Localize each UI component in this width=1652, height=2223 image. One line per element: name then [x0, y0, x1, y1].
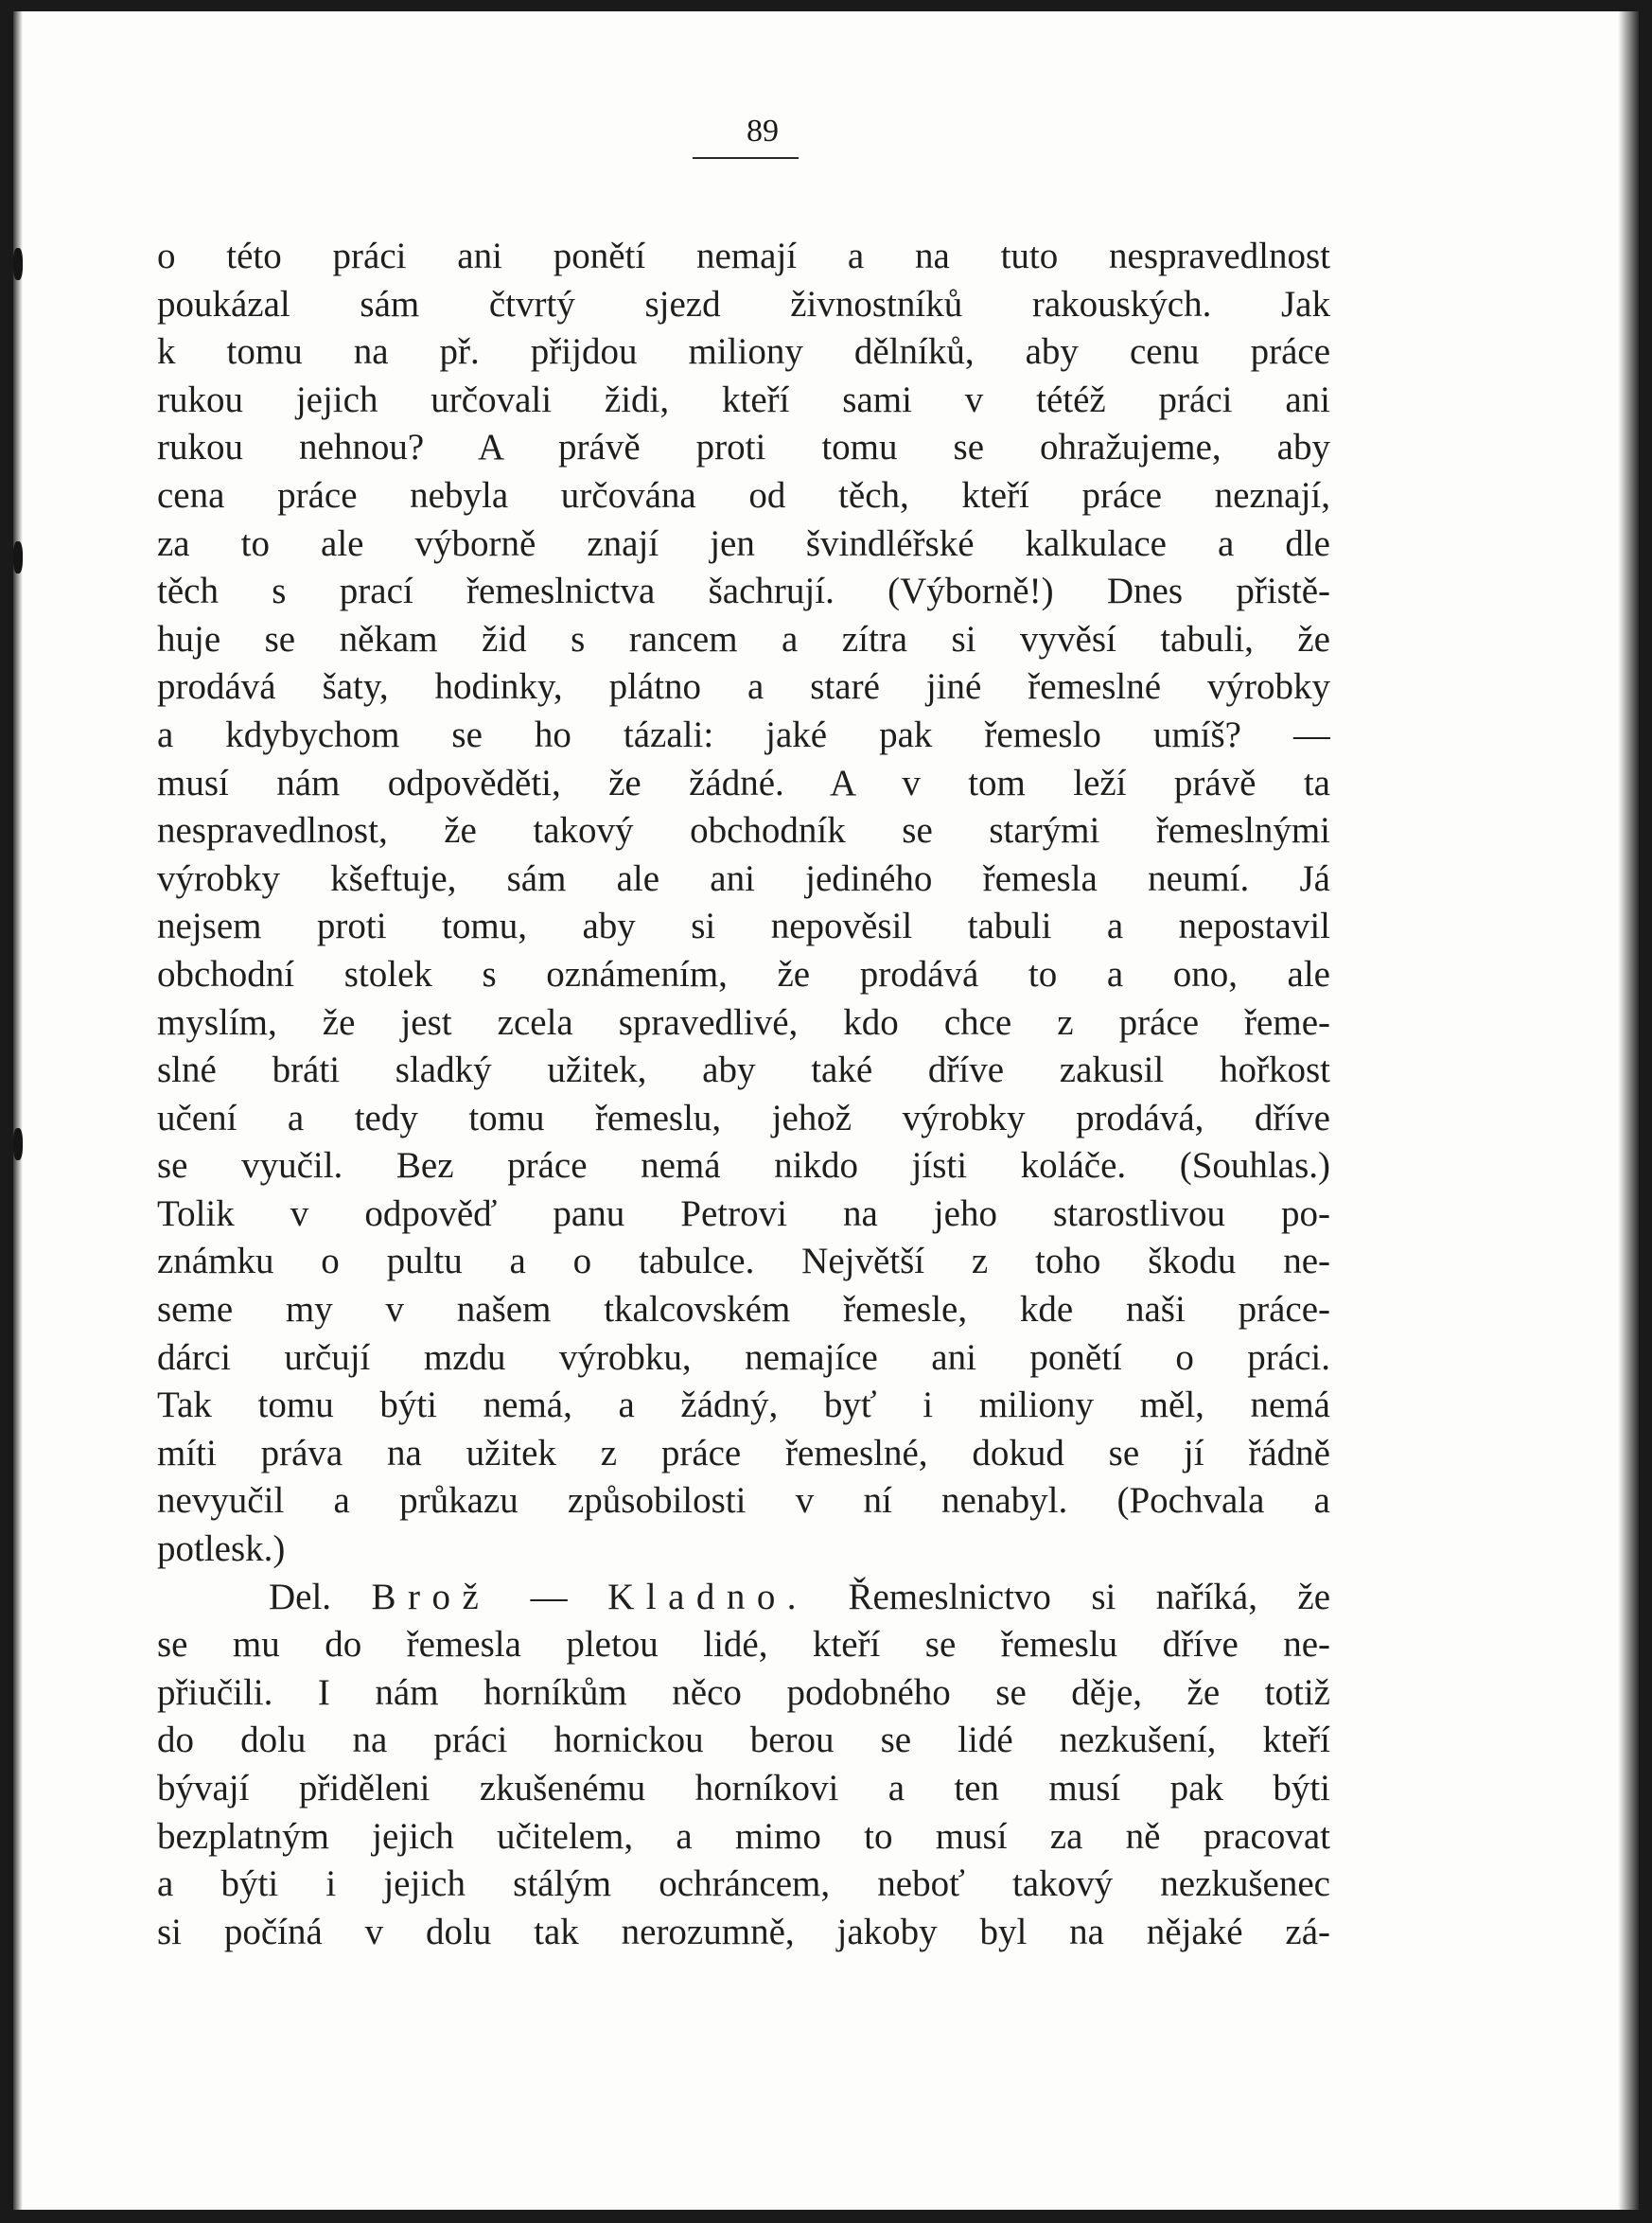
- text-line: potlesk.): [157, 1528, 286, 1570]
- text-line: bývají přiděleni zkušenému horníkovi a ten musí pak býti: [157, 1768, 1330, 1808]
- paragraph-speech: [157, 1574, 1330, 1957]
- text-line: nevyučil a průkazu způsobilosti v ní nenabyl. (Pochvala a: [157, 1480, 1330, 1522]
- text-line: se vyučil. Bez práce nemá nikdo jísti koláče. (Souhlas.): [157, 1145, 1330, 1187]
- page-number: 89: [747, 114, 779, 149]
- paragraph-continued: [157, 233, 1330, 1574]
- text-line: známku o pultu a o tabulce. Největší z toho škodu ne-: [157, 1241, 1330, 1282]
- speaker-dash: —: [530, 1576, 568, 1617]
- text-line: slné bráti sladký užitek, aby také dříve zakusil hořkost: [157, 1050, 1330, 1091]
- text-line: huje se někam žid s rancem a zítra si vyvěsí tabuli, že: [157, 618, 1330, 660]
- text-line: musí nám odpověděti, že žádné. A v tom leží právě ta: [157, 762, 1330, 803]
- text-line: prodává šaty, hodinky, plátno a staré jiné řemeslné výrobky: [157, 666, 1330, 708]
- text-line: rukou nehnou? A právě proti tomu se ohražujeme, aby: [157, 427, 1330, 468]
- text-line: přiučili. I nám horníkům něco podobného se děje, že totiž: [157, 1671, 1330, 1713]
- text-line: cena práce nebyla určována od těch, kteří práce neznají,: [157, 474, 1330, 516]
- text-line: za to ale výborně znají jen švindléřské kalkulace a dle: [157, 522, 1330, 564]
- text-line: obchodní stolek s oznámením, že prodává to a ono, ale: [157, 953, 1330, 995]
- text-line: Tolik v odpověď panu Petrovi na jeho starostlivou po-: [157, 1192, 1330, 1234]
- text-line: se mu do řemesla pletou lidé, kteří se řemeslu dříve ne-: [157, 1624, 1330, 1666]
- text-line: bezplatným jejich učitelem, a mimo to musí za ně pracovat: [157, 1815, 1330, 1857]
- text-line: rukou jejich určovali židi, kteří sami v tétéž práci ani: [157, 379, 1330, 420]
- speaker-prefix: Del.: [269, 1576, 332, 1617]
- text-line: poukázal sám čtvrtý sjezd živnostníků rakouských. Jak: [157, 283, 1330, 325]
- text-line: míti práva na užitek z práce řemeslné, dokud se jí řádně: [157, 1432, 1330, 1473]
- speech-first-line-text: Řemeslnictvo si naříká, že: [848, 1576, 1330, 1617]
- text-line: výrobky kšeftuje, sám ale ani jediného řemesla neumí. Já: [157, 857, 1330, 899]
- text-line: si počíná v dolu tak nerozumně, jakoby byl na nějaké zá-: [157, 1911, 1330, 1952]
- body-text: [157, 233, 1330, 1956]
- binding-mark: [13, 248, 23, 280]
- binding-mark: [13, 1128, 23, 1160]
- speaker-name: Brož: [371, 1576, 491, 1617]
- text-line: myslím, že jest zcela spravedlivé, kdo chce z práce řeme-: [157, 1001, 1330, 1043]
- text-line: a býti i jejich stálým ochráncem, neboť takový nezkušenec: [157, 1863, 1330, 1905]
- text-line: těch s prací řemeslnictva šachrují. (Výborně!) Dnes přistě-: [157, 571, 1330, 612]
- text-line: o této práci ani ponětí nemají a na tuto nespravedlnost: [157, 236, 1330, 276]
- text-line: Tak tomu býti nemá, a žádný, byť i miliony měl, nemá: [157, 1385, 1330, 1426]
- speaker-place: Kladno.: [607, 1576, 809, 1617]
- text-line: k tomu na př. přijdou miliony dělníků, aby cenu práce: [157, 331, 1330, 373]
- page-number-rule: [693, 157, 799, 159]
- text-line: dárci určují mzdu výrobku, nemajíce ani ponětí o práci.: [157, 1336, 1330, 1378]
- text-line: seme my v našem tkalcovském řemesle, kde naši práce-: [157, 1289, 1330, 1331]
- text-line: do dolu na práci hornickou berou se lidé nezkušení, kteří: [157, 1720, 1330, 1761]
- text-line: nespravedlnost, že takový obchodník se starými řemeslnými: [157, 810, 1330, 852]
- speech-first-line: [157, 1574, 1330, 1622]
- text-line: a kdybychom se ho tázali: jaké pak řemeslo umíš? —: [157, 714, 1330, 755]
- binding-mark: [13, 541, 23, 573]
- text-line: učení a tedy tomu řemeslu, jehož výrobky prodává, dříve: [157, 1097, 1330, 1138]
- text-line: nejsem proti tomu, aby si nepověsil tabuli a nepostavil: [157, 906, 1330, 947]
